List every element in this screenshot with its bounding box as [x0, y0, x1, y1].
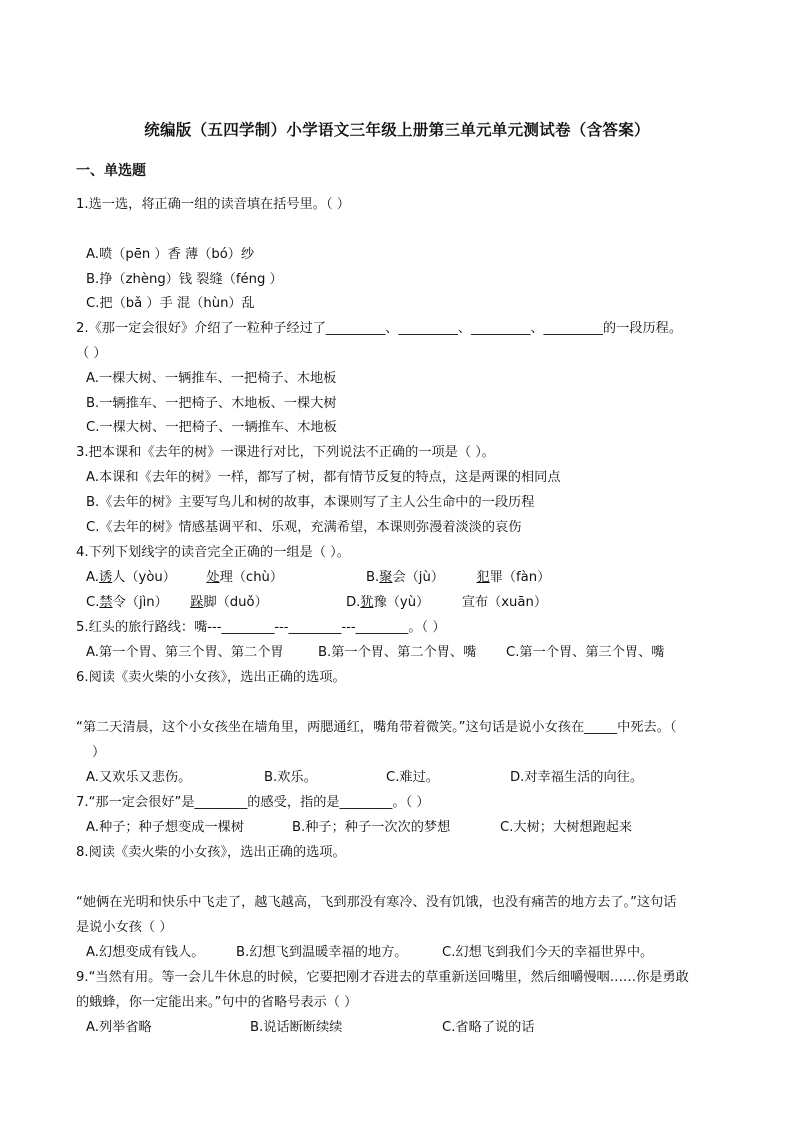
question-6-option-b: B.欢乐。 [264, 770, 317, 785]
question-3-option-c: C.《去年的树》情感基调平和、乐观，充满希望，本课则弥漫着淡淡的哀伤 [86, 520, 522, 535]
question-7-stem: 7.“那一定会很好”是________的感受，指的是________。（ ） [76, 795, 430, 810]
option-letter: C. [86, 595, 100, 610]
question-9-option-b: B.说话断断续续 [250, 1020, 343, 1035]
question-4-option-c [86, 593, 268, 613]
underlined-char: 犯 [476, 570, 490, 585]
question-2-option-b: B.一辆推车、一把椅子、木地板、一棵大树 [86, 396, 337, 411]
document-title: 统编版（五四学制）小学语文三年级上册第三单元单元测试卷（含答案） [144, 121, 650, 139]
question-2-option-c: C.一棵大树、一把椅子、一辆推车、木地板 [86, 420, 337, 435]
question-3-option-a: A.本课和《去年的树》一样，都写了树，都有情节反复的特点，这是两课的相同点 [86, 470, 561, 485]
question-4-option-b [366, 568, 550, 588]
option-text: 令（jìn） [112, 595, 168, 610]
section-heading: 一、单选题 [76, 163, 146, 179]
question-2-stem: 2.《那一定会很好》介绍了一粒种子经过了_________、_________、_________、_________的一段历程。 [76, 321, 683, 336]
question-1-stem: 1.选一选，将正确一组的读音填在括号里。（ ） [76, 197, 350, 212]
question-7-option-a: A.种子；种子想变成一棵树 [86, 820, 245, 835]
underlined-char: 跺 [190, 595, 204, 610]
question-9-stem-line-2: 的蛾蜂，你一定能出来。”句中的省略号表示（ ） [76, 995, 358, 1010]
option-text: 会（jù） [392, 570, 445, 585]
question-6-stem: 6.阅读《卖火柴的小女孩》，选出正确的选项。 [76, 670, 346, 685]
question-2-option-a: A.一棵大树、一辆推车、一把椅子、木地板 [86, 371, 337, 386]
question-9-stem-line-1: 9.“当然有用。等一会儿牛休息的时候，它要把刚才吞进去的草重新送回嘴里，然后细嚼慢咽……你是勇敢 [76, 970, 689, 985]
question-8-stem: 8.阅读《卖火柴的小女孩》，选出正确的选项。 [76, 845, 346, 860]
underlined-char: 禁 [99, 595, 113, 610]
question-6-option-d: D.对幸福生活的向往。 [510, 770, 644, 785]
question-1-option-c: C.把（bǎ ）手 混（hùn）乱 [86, 296, 255, 311]
question-6-option-a: A.又欢乐又悲伤。 [86, 770, 192, 785]
question-9-option-a: A.列举省略 [86, 1020, 152, 1035]
question-1-option-b: B.挣（zhèng）钱 裂缝（féng ） [86, 272, 283, 287]
question-5-option-c: C.第一个胃、第三个胃、嘴 [506, 645, 665, 660]
question-6-option-c: C.难过。 [386, 770, 439, 785]
option-letter: B. [366, 570, 380, 585]
question-7-option-b: B.种子；种子一次次的梦想 [292, 820, 451, 835]
underlined-char: 聚 [379, 570, 393, 585]
question-5-option-a: A.第一个胃、第三个胃、第二个胃 [86, 645, 284, 660]
question-3-stem: 3.把本课和《去年的树》一课进行对比，下列说法不正确的一项是（ ）。 [76, 445, 495, 460]
question-7-option-c: C.大树；大树想跑起来 [500, 820, 633, 835]
question-4-option-a [86, 568, 283, 588]
question-8-option-c: C.幻想飞到我们今天的幸福世界中。 [442, 945, 654, 960]
option-letter: D. [346, 595, 361, 610]
question-8-option-a: A.幻想变成有钱人。 [86, 945, 205, 960]
question-8-option-b: B.幻想飞到温暖幸福的地方。 [236, 945, 408, 960]
underlined-char: 处 [206, 570, 220, 585]
question-1-option-a: A.喷（pēn ）香 薄（bó）纱 [86, 247, 255, 262]
question-3-option-b: B.《去年的树》主要写鸟儿和树的故事，本课则写了主人公生命中的一段历程 [86, 495, 535, 510]
option-text: 脚（duǒ） [203, 595, 268, 610]
question-8-quote-line-2: 是说小女孩（ ） [76, 920, 173, 935]
option-letter: A. [86, 570, 99, 585]
underlined-char: 诱 [98, 570, 113, 585]
question-9-option-c: C.省略了说的话 [442, 1020, 535, 1035]
option-text: 理（chù） [219, 570, 284, 585]
question-2-paren: （ ） [76, 346, 107, 361]
question-6-paren: ） [92, 745, 106, 760]
question-8-quote-line-1: “她俩在光明和快乐中飞走了，越飞越高，飞到那没有寒冷、没有饥饿，也没有痛苦的地方去了。”这句话 [76, 895, 677, 910]
question-5-stem: 5.红头的旅行路线：嘴---________---________---________。（ ） [76, 620, 446, 635]
underlined-char: 犹 [360, 595, 374, 610]
option-text: 人（yòu） [112, 570, 176, 585]
question-6-quote: “第二天清晨，这个小女孩坐在墙角里，两腮通红，嘴角带着微笑。”这句话是说小女孩在_____中死去。（ [76, 720, 677, 735]
option-text: 宣布（xuān） [461, 595, 548, 610]
question-4-stem: 4.下列下划线字的读音完全正确的一组是（ ）。 [76, 545, 350, 560]
option-text: 罪（fàn） [489, 570, 551, 585]
question-4-option-d [346, 593, 547, 613]
question-5-option-b: B.第一个胃、第二个胃、嘴 [318, 645, 477, 660]
option-text: 豫（yù） [373, 595, 430, 610]
